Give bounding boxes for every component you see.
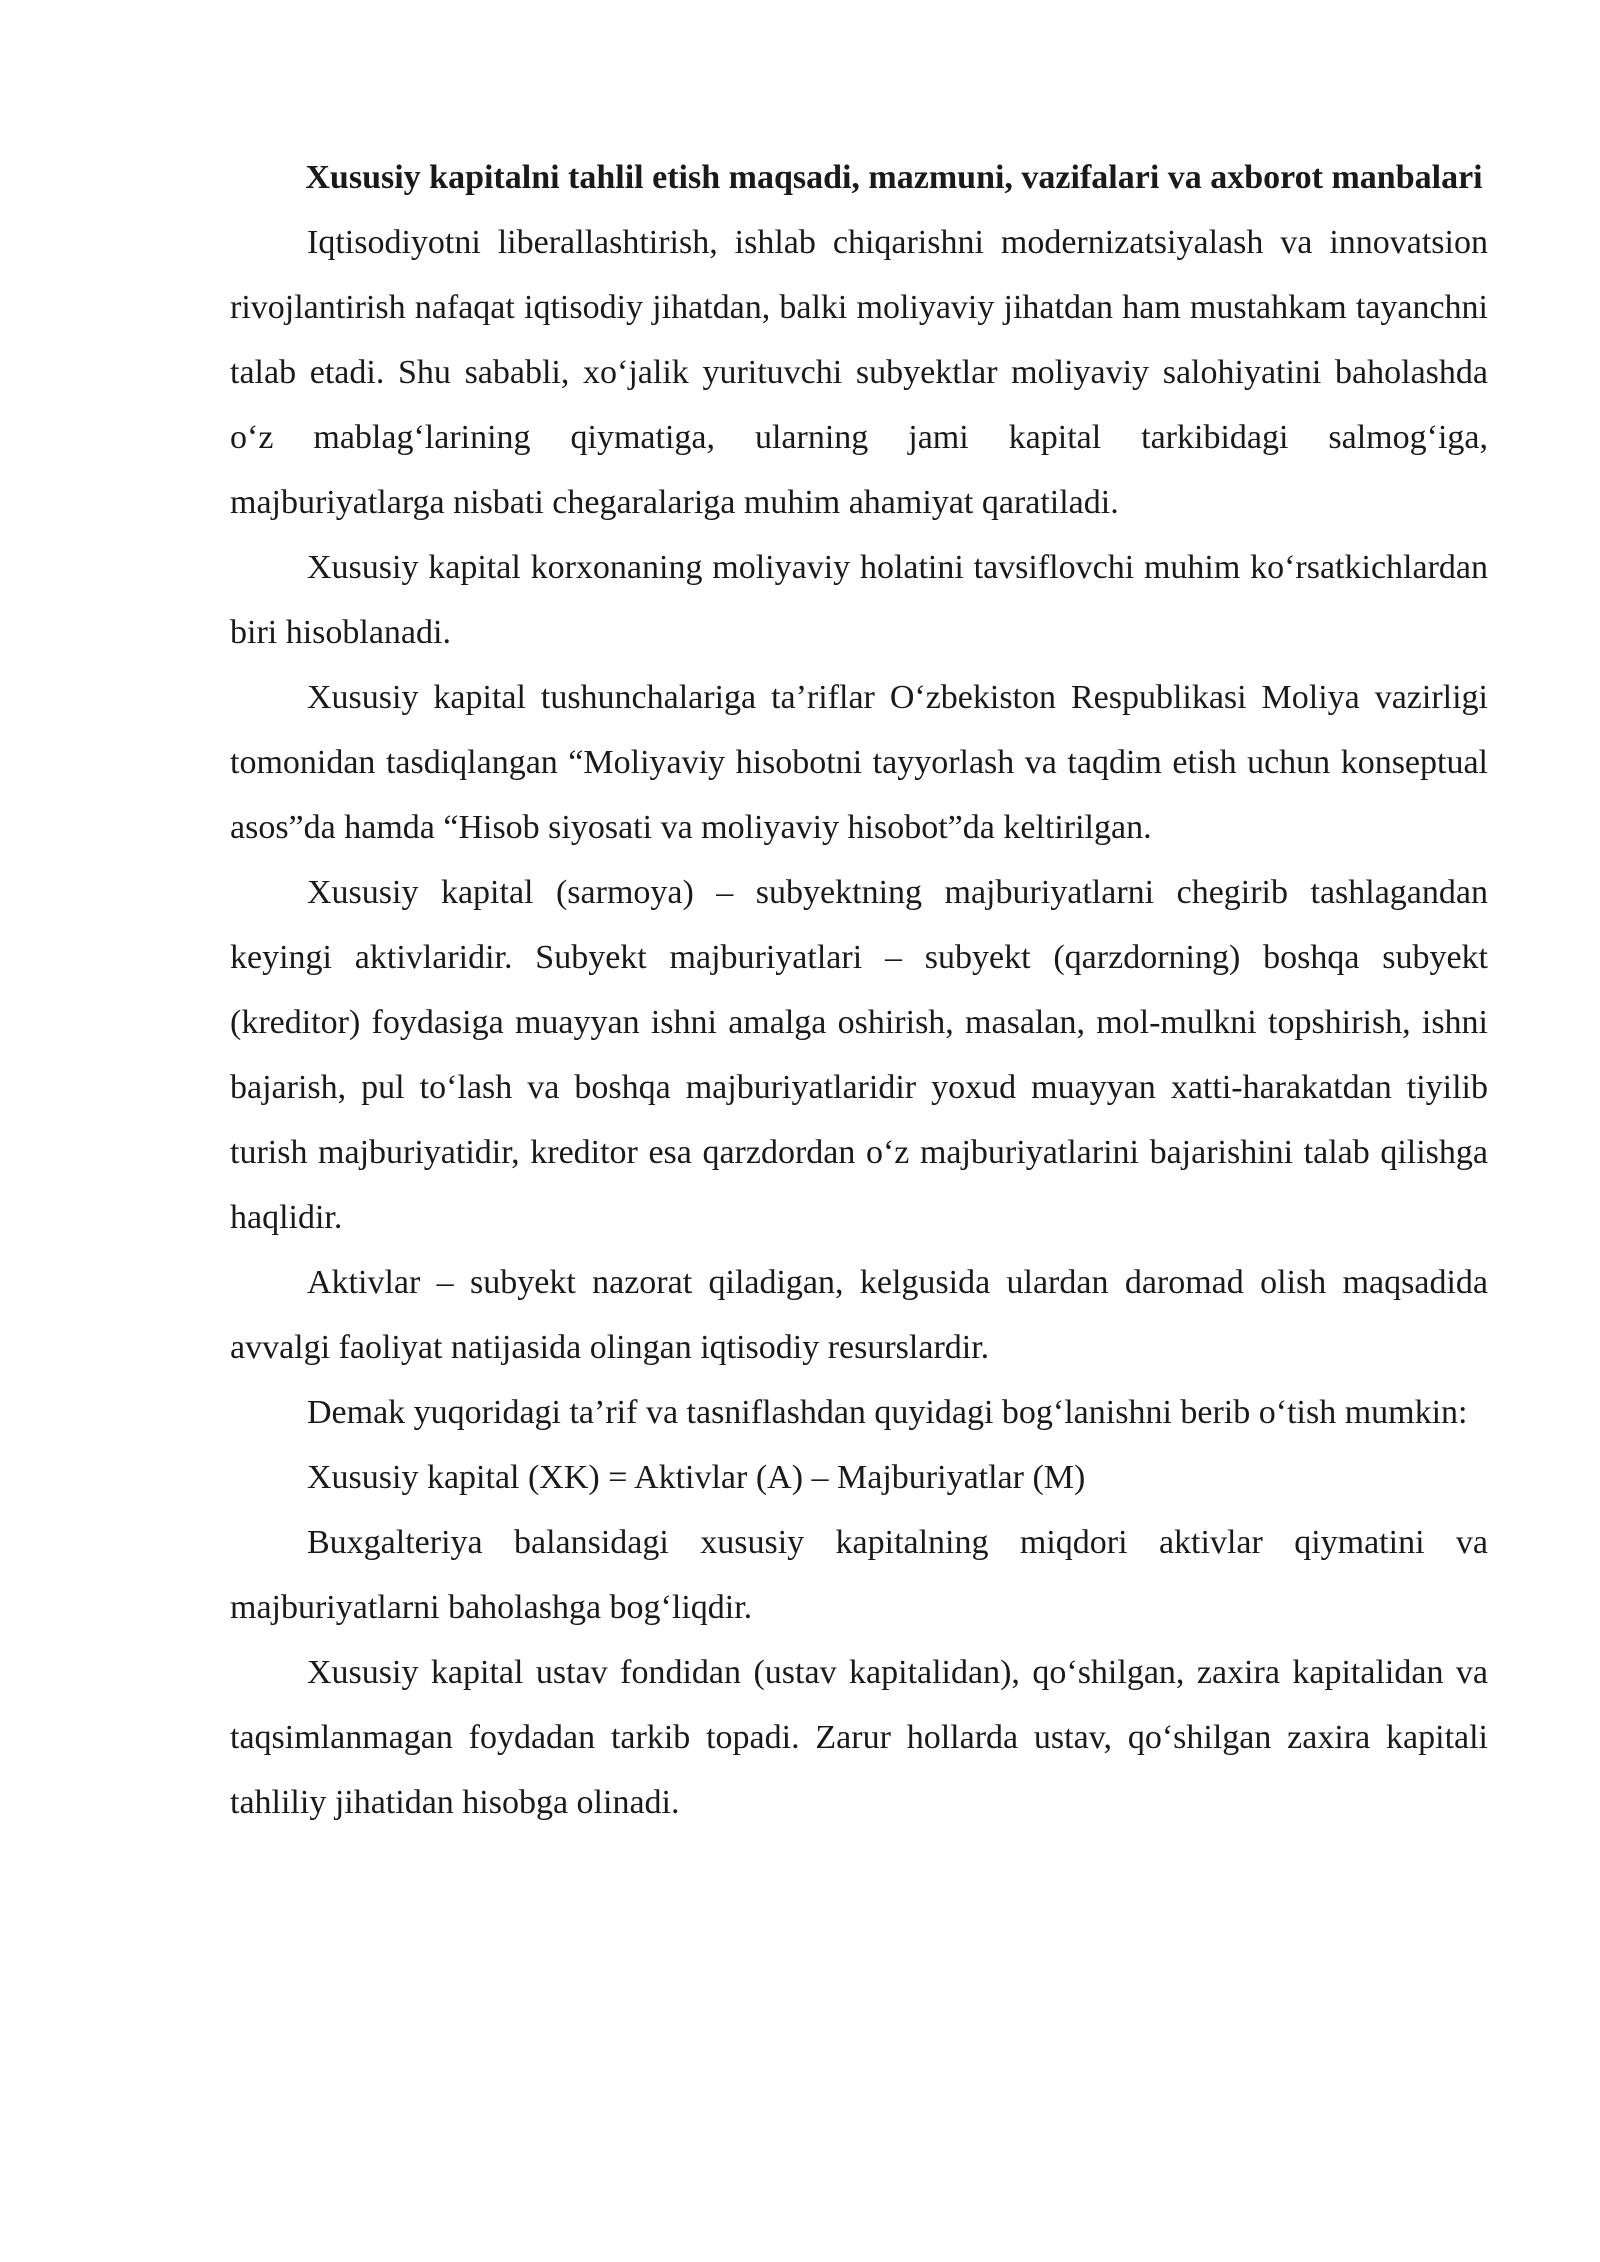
paragraph-2: Xususiy kapital korxonaning moliyaviy holatini tavsiflovchi muhim ko‘rsatkichlardan biri hisoblanadi. bbox=[230, 549, 1488, 651]
paragraph-4: Xususiy kapital (sarmoya) – subyektning majburiyatlarni chegirib tashlagandan keyingi aktivlaridir. Subyekt majburiyatlari – subyekt (qarzdorning) boshqa subyekt (kreditor) foydasiga muayyan ishni amalga oshirish, masalan, mol-mulkni topshirish, ishni bajarish, pul to‘lash va boshqa majburiyatlaridir yoxud muayyan xatti-harakatdan tiyilib turish majburiyatidir, kreditor esa qarzdordan o‘z majburiyatlarini bajarishini talab qilishga haqlidir. bbox=[230, 874, 1488, 1236]
document-title: Xususiy kapitalni tahlil etish maqsadi, mazmuni, vazifalari va axborot manbalari bbox=[305, 159, 1483, 196]
document-page bbox=[230, 145, 1488, 1835]
paragraph-1: Iqtisodiyotni liberallashtirish, ishlab chiqarishni modernizatsiyalash va innovatsion rivojlantirish nafaqat iqtisodiy jihatdan, balki moliyaviy jihatdan ham mustahkam tayanchni talab etadi. Shu sababli, xo‘jalik yurituvchi subyektlar moliyaviy salohiyatini baholashda o‘z mablag‘larining qiymatiga, ularning jami kapital tarkibidagi salmog‘iga, majburiyatlarga nisbati chegaralariga muhim ahamiyat qaratiladi. bbox=[230, 224, 1488, 521]
paragraph-7: Buxgalteriya balansidagi xususiy kapitalning miqdori aktivlar qiymatini va majburiyatlarni baholashga bog‘liqdir. bbox=[230, 1524, 1488, 1626]
paragraph-5: Aktivlar – subyekt nazorat qiladigan, kelgusida ulardan daromad olish maqsadida avvalgi faoliyat natijasida olingan iqtisodiy resurslardir. bbox=[230, 1264, 1488, 1366]
paragraph-6: Demak yuqoridagi ta’rif va tasniflashdan quyidagi bog‘lanishni berib o‘tish mumkin: bbox=[307, 1394, 1468, 1431]
paragraph-8: Xususiy kapital ustav fondidan (ustav kapitalidan), qo‘shilgan, zaxira kapitalidan va taqsimlanmagan foydadan tarkib topadi. Zarur hollarda ustav, qo‘shilgan zaxira kapitali tahliliy jihatidan hisobga olinadi. bbox=[230, 1654, 1488, 1821]
paragraph-3: Xususiy kapital tushunchalariga ta’riflar O‘zbekiston Respublikasi Moliya vazirligi tomonidan tasdiqlangan “Moliyaviy hisobotni tayyorlash va taqdim etish uchun konseptual asos”da hamda “Hisob siyosati va moliyaviy hisobot”da keltirilgan. bbox=[230, 679, 1488, 846]
equity-formula: Xususiy kapital (XK) = Aktivlar (A) – Majburiyatlar (M) bbox=[307, 1459, 1086, 1496]
